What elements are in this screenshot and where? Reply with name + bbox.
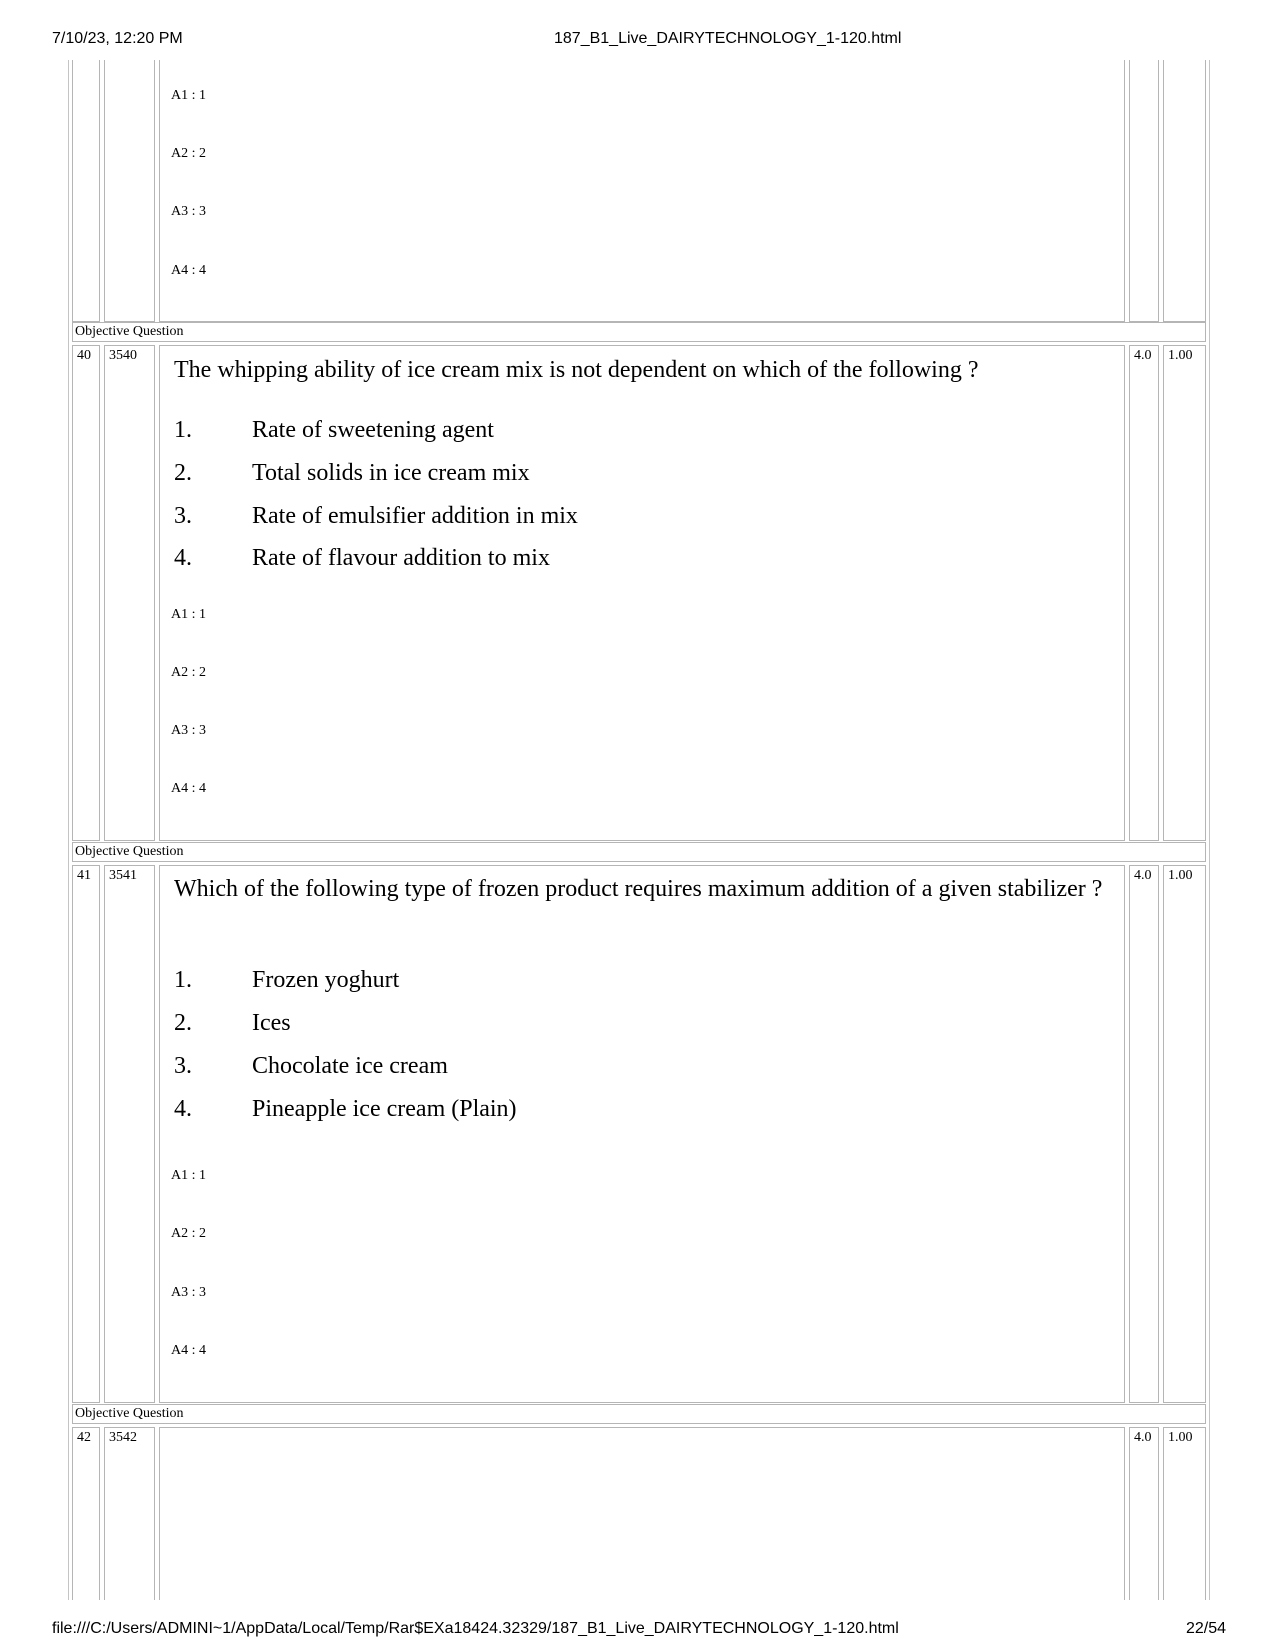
- option-number: 3.: [174, 1053, 192, 1079]
- answer-option: A3 : 3: [171, 204, 206, 219]
- answer-option: A2 : 2: [171, 146, 206, 161]
- negative-marks-cell: [1163, 60, 1206, 322]
- option-number: 2.: [174, 1010, 192, 1036]
- answer-option: A1 : 1: [171, 88, 206, 103]
- answer-option: A2 : 2: [171, 665, 206, 680]
- serial-number: 41: [72, 865, 100, 1403]
- option-text: Rate of emulsifier addition in mix: [252, 503, 578, 529]
- option-text: Ices: [252, 1010, 291, 1036]
- option-number: 1.: [174, 417, 192, 443]
- option-number: 2.: [174, 460, 192, 486]
- marks: 4.0: [1129, 1427, 1159, 1600]
- question-text: Which of the following type of frozen product requires maximum addition of a given stabilizer ?: [174, 876, 1103, 902]
- answer-option: A2 : 2: [171, 1226, 206, 1241]
- option-number: 4.: [174, 1096, 192, 1122]
- option-text: Chocolate ice cream: [252, 1053, 448, 1079]
- question-cell: [159, 865, 1125, 1403]
- option-text: Frozen yoghurt: [252, 967, 400, 993]
- answer-option: A1 : 1: [171, 607, 206, 622]
- negative-marks: 1.00: [1163, 865, 1206, 1403]
- option-text: Rate of flavour addition to mix: [252, 545, 550, 571]
- serial-number: 42: [72, 1427, 100, 1600]
- serial-number: 40: [72, 345, 100, 841]
- page-number: 22/54: [1186, 1620, 1227, 1637]
- option-number: 1.: [174, 967, 192, 993]
- print-date: 7/10/23, 12:20 PM: [52, 30, 183, 47]
- question-cell: [159, 60, 1125, 322]
- option-3: [174, 501, 578, 531]
- question-id: 3541: [104, 865, 155, 1403]
- option-number: 3.: [174, 503, 192, 529]
- question-type-label: Objective Question: [72, 1404, 1206, 1424]
- answer-option: A4 : 4: [171, 1343, 206, 1358]
- option-number: 4.: [174, 545, 192, 571]
- negative-marks: 1.00: [1163, 1427, 1206, 1600]
- question-cell: [159, 1427, 1125, 1600]
- marks-cell: [1129, 60, 1159, 322]
- option-2: [174, 1008, 291, 1038]
- option-3: [174, 1051, 448, 1081]
- answer-option: A4 : 4: [171, 781, 206, 796]
- option-2: [174, 458, 530, 488]
- question-text: The whipping ability of ice cream mix is not dependent on which of the following ?: [174, 357, 979, 383]
- sno-cell: [72, 60, 100, 322]
- answer-option: A3 : 3: [171, 723, 206, 738]
- marks: 4.0: [1129, 345, 1159, 841]
- question-type-label: Objective Question: [72, 842, 1206, 862]
- file-path: file:///C:/Users/ADMINI~1/AppData/Local/Temp/Rar$EXa18424.32329/187_B1_Live_DAIRYTECHNOLOGY_1-120.html: [52, 1620, 899, 1637]
- option-4: [174, 1094, 517, 1124]
- answer-option: A4 : 4: [171, 263, 206, 278]
- question-id: 3540: [104, 345, 155, 841]
- option-text: Rate of sweetening agent: [252, 417, 494, 443]
- marks: 4.0: [1129, 865, 1159, 1403]
- option-1: [174, 965, 399, 995]
- question-type-label: Objective Question: [72, 322, 1206, 342]
- qid-cell: [104, 60, 155, 322]
- option-4: [174, 543, 550, 573]
- answer-option: A3 : 3: [171, 1285, 206, 1300]
- option-1: [174, 415, 494, 445]
- question-id: 3542: [104, 1427, 155, 1600]
- negative-marks: 1.00: [1163, 345, 1206, 841]
- document-title: 187_B1_Live_DAIRYTECHNOLOGY_1-120.html: [554, 30, 902, 47]
- answer-option: A1 : 1: [171, 1168, 206, 1183]
- option-text: Total solids in ice cream mix: [252, 460, 530, 486]
- option-text: Pineapple ice cream (Plain): [252, 1096, 517, 1122]
